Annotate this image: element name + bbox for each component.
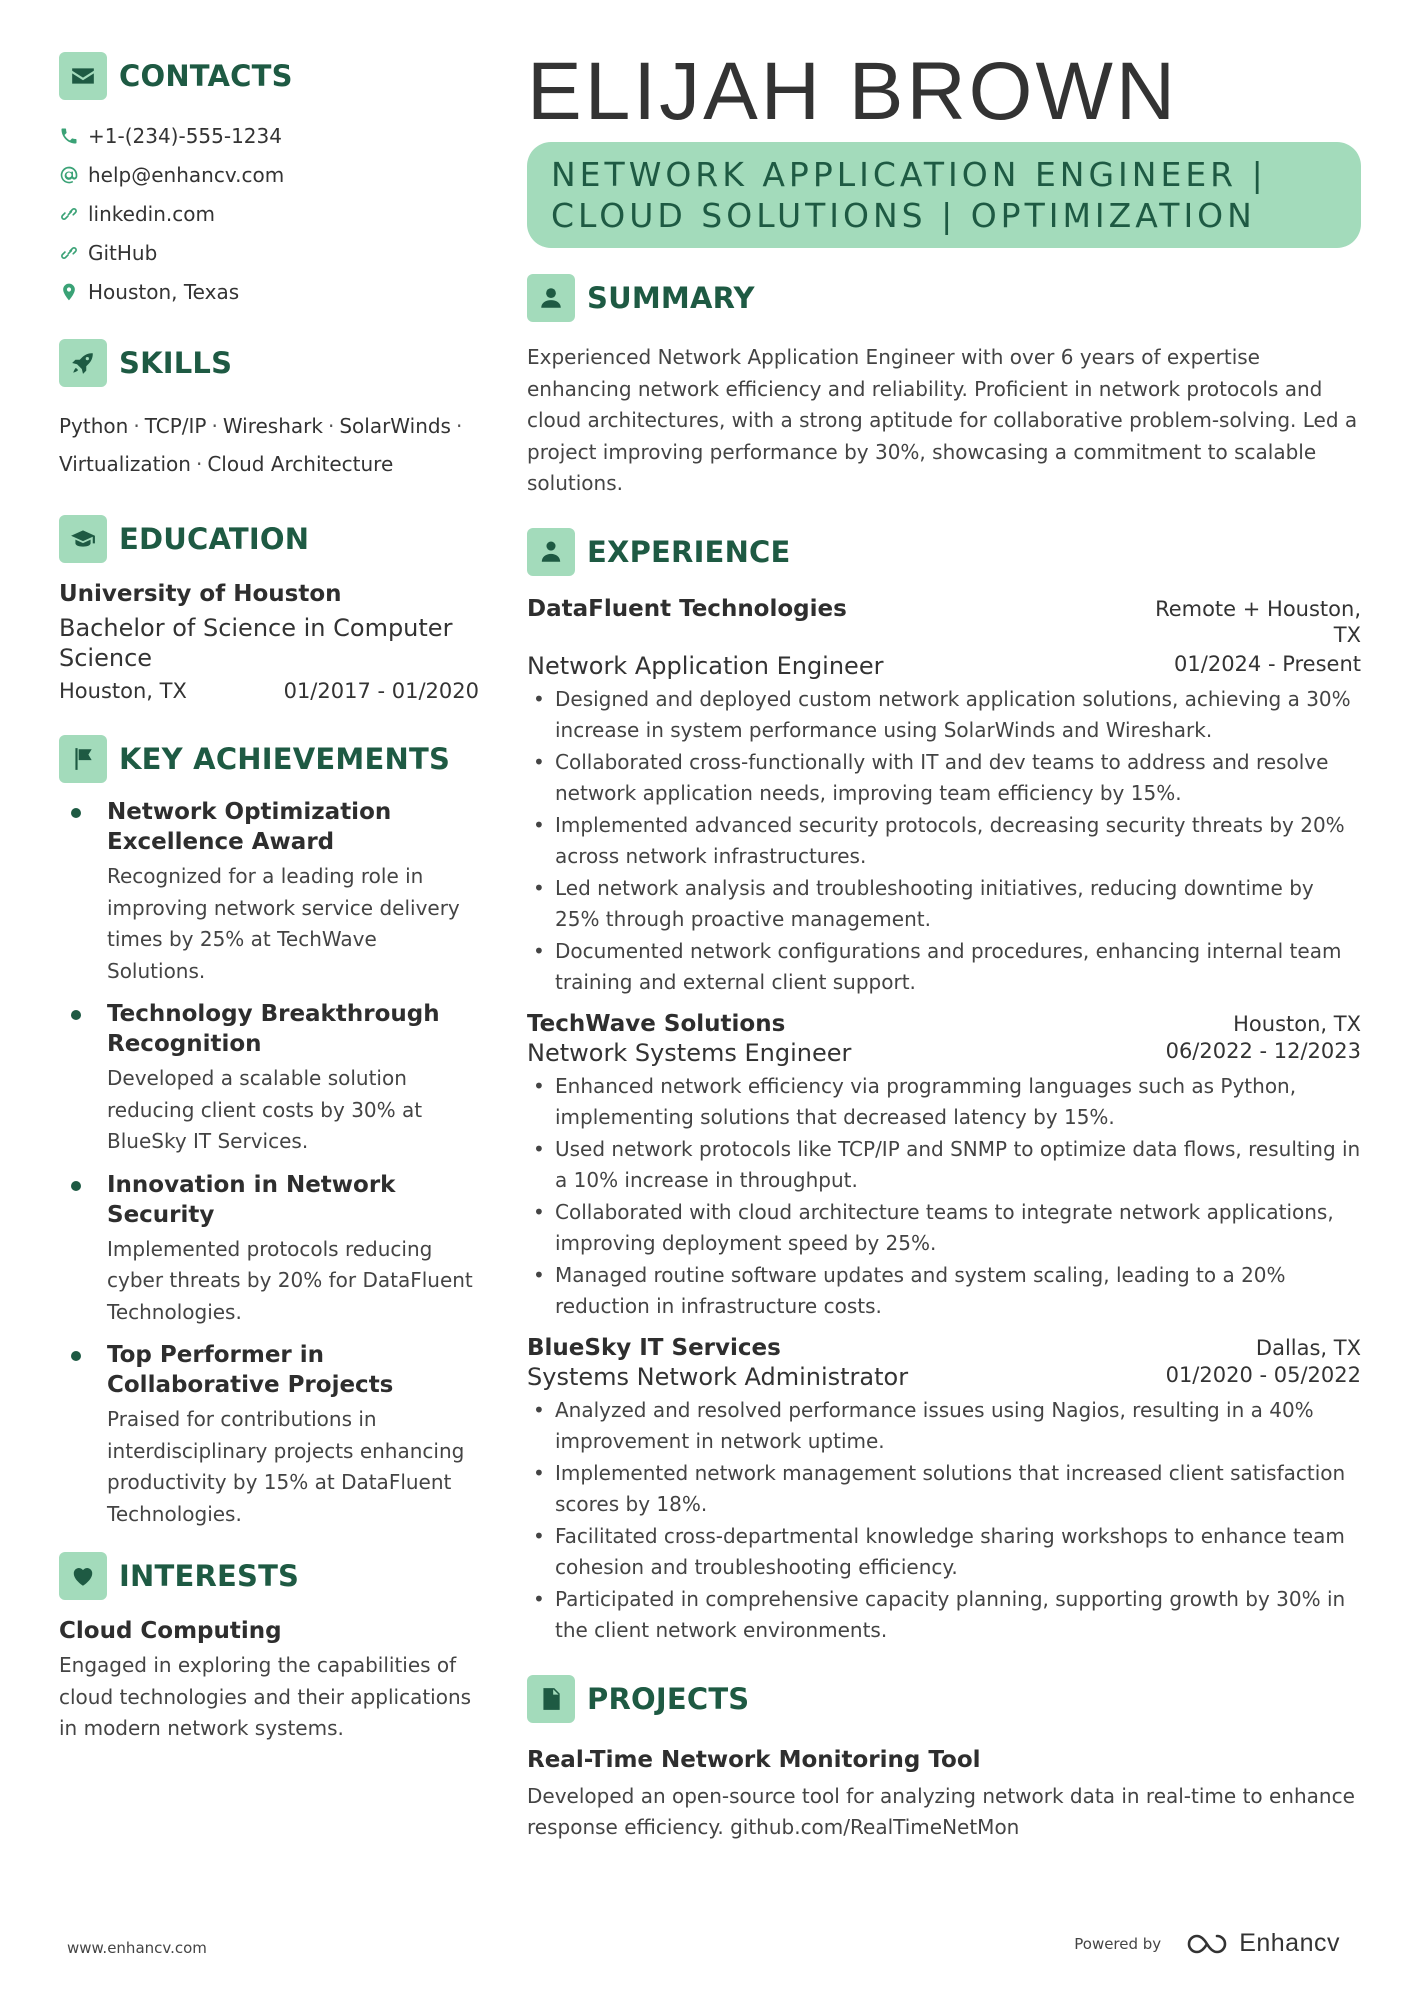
achievement-desc: Developed a scalable solution reducing client costs by 30% at BlueSky IT Services.: [107, 1066, 423, 1153]
skill-item: SolarWinds: [339, 414, 451, 438]
job-entry: [527, 596, 1361, 999]
job-location: [1155, 596, 1361, 648]
contact-list: [59, 116, 479, 311]
job-entry: [527, 1011, 1361, 1323]
contact-text: Houston, Texas: [88, 279, 240, 304]
skill-item: Python: [59, 414, 129, 438]
job-bullet: • Implemented advanced security protocols, decreasing security threats by 20% across network infrastructures.: [527, 810, 1361, 873]
education-header: [59, 515, 479, 563]
project-title: Real-Time Network Monitoring Tool: [527, 1746, 981, 1773]
contact-text: linkedin.com: [88, 201, 215, 226]
achievements-list: [59, 797, 479, 1530]
document-icon: [527, 1675, 575, 1723]
job-bullet: • Collaborated with cloud architecture teams to integrate network applications, improving deployment speed by 25%.: [527, 1197, 1361, 1260]
skill-item: Virtualization: [59, 452, 191, 476]
contact-location: [59, 272, 479, 311]
job-location: Dallas, TX: [1255, 1335, 1361, 1360]
education-degree: Bachelor of Science in Computer Science: [59, 614, 453, 672]
job-bullet: • Documented network configurations and procedures, enhancing internal team training and external client support.: [527, 936, 1361, 999]
job-bullet: • Managed routine software updates and system scaling, leading to a 20% reduction in infrastructure costs.: [527, 1260, 1361, 1323]
education-section: [59, 515, 479, 703]
job-bullet: • Collaborated cross-functionally with IT and dev teams to address and resolve network application needs, improving team efficiency by 15%.: [527, 747, 1361, 810]
bullet-icon: [71, 808, 81, 818]
contact-linkedin[interactable]: [59, 194, 479, 233]
job-dates: 01/2024 - Present: [1174, 651, 1361, 676]
job-bullet: • Enhanced network efficiency via programming languages such as Python, implementing solutions that decreased latency by 15%.: [527, 1071, 1361, 1134]
interests-section: [59, 1552, 479, 1745]
section-title: KEY ACHIEVEMENTS: [119, 742, 451, 776]
powered-by-label: Powered by: [1074, 1934, 1162, 1953]
contact-phone[interactable]: [59, 116, 479, 155]
job-company: TechWave Solutions: [527, 1010, 786, 1037]
skills-header: [59, 339, 479, 387]
job-dates: 06/2022 - 12/2023: [1165, 1038, 1361, 1063]
skills-list: Python · TCP/IP · Wireshark · SolarWinds · Virtualization · Cloud Architecture: [59, 414, 463, 476]
interest-desc: Engaged in exploring the capabilities of cloud technologies and their applications in modern network systems.: [59, 1653, 472, 1740]
job-bullets: [527, 1395, 1361, 1647]
bullet-icon: [71, 1010, 81, 1020]
achievement-item: [59, 797, 479, 987]
achievement-title: Innovation in Network Security: [107, 1171, 396, 1228]
summary-text: Experienced Network Application Engineer with over 6 years of expertise enhancing network efficiency and reliability. Proficient in network protocols and cloud architectures, with a strong aptitude for collaborative problem-solving. Led a project improving performance by 30%, showcasing a commitment to scalable solutions.: [527, 345, 1358, 495]
job-role: Network Application Engineer: [527, 651, 884, 680]
job-bullet: • Designed and deployed custom network application solutions, achieving a 30% increase in system performance using SolarWinds and Wireshark.: [527, 684, 1361, 747]
bullet-icon: [71, 1181, 81, 1191]
job-bullet: • Participated in comprehensive capacity planning, supporting growth by 30% in the client network environments.: [527, 1584, 1361, 1647]
title-banner: [527, 142, 1361, 248]
contacts-section: [59, 52, 479, 311]
job-role: Systems Network Administrator: [527, 1362, 909, 1391]
left-column: [59, 52, 479, 1745]
job-header-row: [527, 1011, 1361, 1037]
achievement-item: [59, 1340, 479, 1530]
job-header-row: [527, 596, 1361, 648]
job-role-row: [527, 652, 1361, 680]
achievement-title: Top Performer in Collaborative Projects: [107, 1342, 394, 1398]
skill-item: Cloud Architecture: [207, 452, 394, 476]
section-title: EDUCATION: [119, 522, 310, 556]
section-title: PROJECTS: [587, 1681, 750, 1716]
job-location-line: TX: [1333, 622, 1361, 647]
flag-icon: [59, 735, 107, 783]
skill-item: Wireshark: [222, 414, 323, 438]
job-company: BlueSky IT Services: [527, 1334, 781, 1361]
job-location: Houston, TX: [1233, 1011, 1361, 1036]
achievement-title: Network Optimization Excellence Award: [107, 799, 392, 855]
job-bullet: • Facilitated cross-departmental knowledge sharing workshops to enhance team cohesion and troubleshooting efficiency.: [527, 1521, 1361, 1584]
experience-header: [527, 528, 1361, 576]
job-bullets: [527, 684, 1361, 999]
location-pin-icon: [59, 282, 79, 302]
footer-website[interactable]: www.enhancv.com: [67, 1939, 207, 1957]
contact-text: +1-(234)-555-1234: [88, 123, 282, 148]
contacts-header: [59, 52, 479, 100]
job-entry: [527, 1335, 1361, 1647]
link-icon: [59, 204, 79, 224]
contact-text: help@enhancv.com: [88, 162, 285, 187]
right-column: [527, 46, 1361, 1844]
projects-section: [527, 1675, 1361, 1844]
section-title: EXPERIENCE: [587, 534, 791, 569]
education-school: University of Houston: [59, 581, 342, 607]
job-dates: 01/2020 - 05/2022: [1165, 1362, 1361, 1387]
contact-text: GitHub: [88, 240, 158, 265]
experience-section: [527, 528, 1361, 1647]
job-company: DataFluent Technologies: [527, 595, 847, 622]
achievement-item: [59, 999, 479, 1158]
title-line-1: NETWORK APPLICATION ENGINEER |: [551, 155, 1267, 194]
job-bullet: • Analyzed and resolved performance issues using Nagios, resulting in a 40% improvement in network uptime.: [527, 1395, 1361, 1458]
job-header-row: [527, 1335, 1361, 1361]
graduation-cap-icon: [59, 515, 107, 563]
achievement-desc: Recognized for a leading role in improving network service delivery times by 25% at TechWave Solutions.: [107, 864, 460, 983]
project-desc: Developed an open-source tool for analyzing network data in real-time to enhance response efficiency. github.com/RealTimeNetMon: [527, 1783, 1355, 1839]
education-meta: [59, 679, 479, 703]
contact-github[interactable]: [59, 233, 479, 272]
interests-header: [59, 1552, 479, 1600]
candidate-name: ELIJAH BROWN: [527, 46, 1179, 137]
business-person-icon: [527, 528, 575, 576]
enhancv-logo-icon: [1185, 1931, 1231, 1957]
job-bullet: • Used network protocols like TCP/IP and SNMP to optimize data flows, resulting in a 10% increase in throughput.: [527, 1134, 1361, 1197]
user-icon: [527, 274, 575, 322]
education-dates: 01/2017 - 01/2020: [283, 679, 479, 703]
footer-branding: [1074, 1929, 1340, 1958]
section-title: CONTACTS: [119, 59, 293, 93]
section-title: SUMMARY: [587, 281, 755, 315]
achievement-desc: Praised for contributions in interdisciplinary projects enhancing productivity by 15% at DataFluent Technologies.: [107, 1407, 465, 1526]
job-role-row: [527, 1039, 1361, 1067]
at-icon: [59, 165, 79, 185]
achievements-section: [59, 735, 479, 1530]
job-role: Network Systems Engineer: [527, 1038, 852, 1067]
bullet-icon: [71, 1351, 81, 1361]
achievement-item: [59, 1170, 479, 1329]
link-icon: [59, 243, 79, 263]
education-location: Houston, TX: [59, 679, 187, 703]
phone-icon: [59, 126, 79, 146]
job-location-line: Remote + Houston,: [1155, 596, 1361, 621]
summary-header: [527, 274, 1361, 322]
job-bullets: [527, 1071, 1361, 1323]
summary-section: [527, 274, 1361, 500]
skill-item: TCP/IP: [144, 414, 207, 438]
section-title: SKILLS: [119, 346, 233, 380]
job-role-row: [527, 1363, 1361, 1391]
achievement-desc: Implemented protocols reducing cyber threats by 20% for DataFluent Technologies.: [107, 1236, 473, 1324]
contact-email[interactable]: [59, 155, 479, 194]
title-line-2: CLOUD SOLUTIONS | OPTIMIZATION: [551, 196, 1256, 235]
job-bullet: • Implemented network management solutions that increased client satisfaction scores by 18%.: [527, 1458, 1361, 1521]
envelope-icon: [59, 52, 107, 100]
skills-section: [59, 339, 479, 483]
section-title: INTERESTS: [119, 1559, 300, 1593]
projects-header: [527, 1675, 1361, 1723]
rocket-icon: [59, 339, 107, 387]
interest-title: Cloud Computing: [59, 1618, 282, 1644]
job-bullet: • Led network analysis and troubleshooting initiatives, reducing downtime by 25% through proactive management.: [527, 873, 1361, 936]
heart-icon: [59, 1552, 107, 1600]
achievements-header: [59, 735, 479, 783]
achievement-title: Technology Breakthrough Recognition: [107, 1001, 440, 1057]
brand-name: Enhancv: [1239, 1929, 1340, 1957]
